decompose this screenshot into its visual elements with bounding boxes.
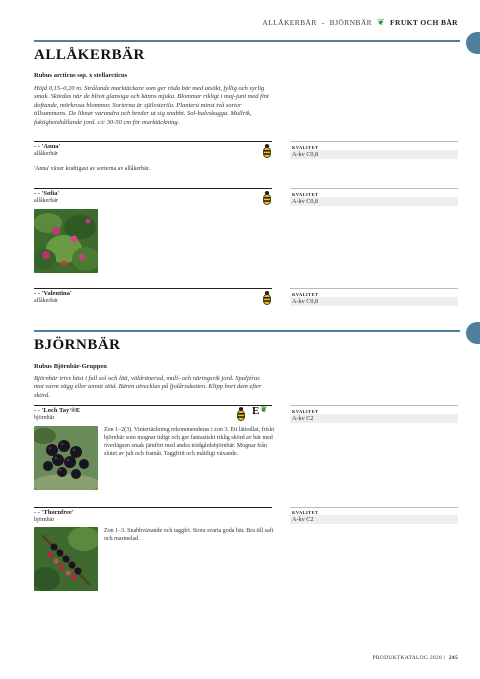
variety-name: - - 'Loch Tay'®E: [34, 407, 81, 414]
quality-rule: [290, 141, 458, 142]
footer-catalog: PRODUKTKATALOG 2026: [372, 655, 443, 661]
variety-type: allåkerbär: [34, 198, 58, 204]
quality-value: A-kv C0,8: [290, 150, 458, 159]
eco-badge: [252, 405, 267, 417]
variety-text: Zon 1–2(3). Vintertäckning rekommenderas i zon 3. Ett lättodlat, friskt björnbär som mognar tidigt och ger fantastiskt riklig skörd av bär med överlägsen smak jämfört med andra trädgårdsbjörnbär. Mognar från slutet av juli och framåt. Taggfritt och måttligt växande.: [104, 427, 275, 458]
section-title: ALLÅKERBÄR: [34, 47, 145, 63]
bee-icon: [262, 290, 272, 310]
leaf-icon: ❦: [377, 17, 386, 27]
bee-icon: [262, 143, 272, 163]
header-section-2: BJÖRNBÄR: [329, 18, 373, 27]
variety-name: - - 'Valentina': [34, 290, 72, 297]
quality-label: KVALITET: [292, 192, 319, 197]
species-description: Höjd 0,15–0,20 m. Strålande marktäckare som ger röda bär med utsökt, fyllig och syrlig smak. Skördas när de blivit glansiga och känns mjuka. Blommar rikligt i maj-juni med fint doftande, mörkrosa blommor. Sorterna är självsterila. Plantera minst två sorter tillsammans. De liknar varandra och breder ut sig snabbt. Sol-halvskugga. Mullrik, fuktighetshållande jord. c/c 30-50 cm för marktäckning.: [34, 85, 269, 126]
footer-separator: |: [443, 655, 446, 661]
variety-type: allåkerbär: [34, 298, 58, 304]
variety-photo: [34, 426, 98, 490]
variety-name: - - 'Anna': [34, 143, 61, 150]
variety-photo: [34, 527, 98, 591]
variety-name: - - 'Sofia': [34, 190, 60, 197]
section-title: BJÖRNBÄR: [34, 337, 121, 353]
quality-rule: [290, 507, 458, 508]
quality-label: KVALITET: [292, 145, 319, 150]
quality-rule: [290, 288, 458, 289]
quality-value: A-kv C2: [290, 515, 458, 524]
species-name: Rubus arcticus ssp. x stellarcticus: [34, 72, 128, 79]
header-category: FRUKT OCH BÄR: [390, 18, 458, 27]
species-name: Rubus Björnbär-Gruppen: [34, 363, 107, 370]
variety-name: - - 'Thornfree': [34, 509, 74, 516]
running-header: [262, 17, 458, 28]
quality-value: A-kv C0,8: [290, 197, 458, 206]
header-section-1: ALLÅKERBÄR: [262, 18, 317, 27]
page-number: 245: [448, 655, 458, 661]
variety-note: 'Anna' växer kraftigast av sorterna av allåkerbär.: [34, 166, 150, 172]
quality-rule: [290, 188, 458, 189]
section-tab: [466, 322, 480, 344]
bee-icon: [236, 406, 246, 426]
quality-rule: [290, 405, 458, 406]
section-tab: [466, 32, 480, 54]
eco-leaf-icon: ❦: [260, 405, 268, 414]
variety-type: allåkerbär: [34, 151, 58, 157]
variety-rule: [34, 288, 272, 289]
header-separator: -: [321, 18, 325, 27]
page-footer: [372, 655, 458, 661]
quality-label: KVALITET: [292, 292, 319, 297]
variety-type: björnbär: [34, 517, 55, 523]
quality-label: KVALITET: [292, 409, 319, 414]
variety-rule: [34, 507, 272, 508]
variety-photo: [34, 209, 98, 273]
variety-type: björnbär: [34, 415, 55, 421]
quality-value: A-kv C0,8: [290, 297, 458, 306]
quality-value: A-kv C2: [290, 414, 458, 423]
variety-rule: [34, 141, 272, 142]
bee-icon: [262, 190, 272, 210]
eco-letter: E: [252, 405, 260, 417]
quality-label: KVALITET: [292, 510, 319, 515]
variety-rule: [34, 188, 272, 189]
variety-text: Zon 1–3. Snabbväxande och taggfri. Stora svarta goda bär. Bra till saft och marmelad.: [104, 528, 274, 543]
species-description: Björnbär trivs bäst i full sol och lätt, väldränerad, mull- och näringsrik jord. Spaljéras mot varm vägg eller annat stöd. Bären utvecklas på fjolårsskotten. Klipp bort dem efter skörd.: [34, 375, 262, 399]
section-rule: [34, 40, 460, 42]
section-rule: [34, 330, 460, 332]
